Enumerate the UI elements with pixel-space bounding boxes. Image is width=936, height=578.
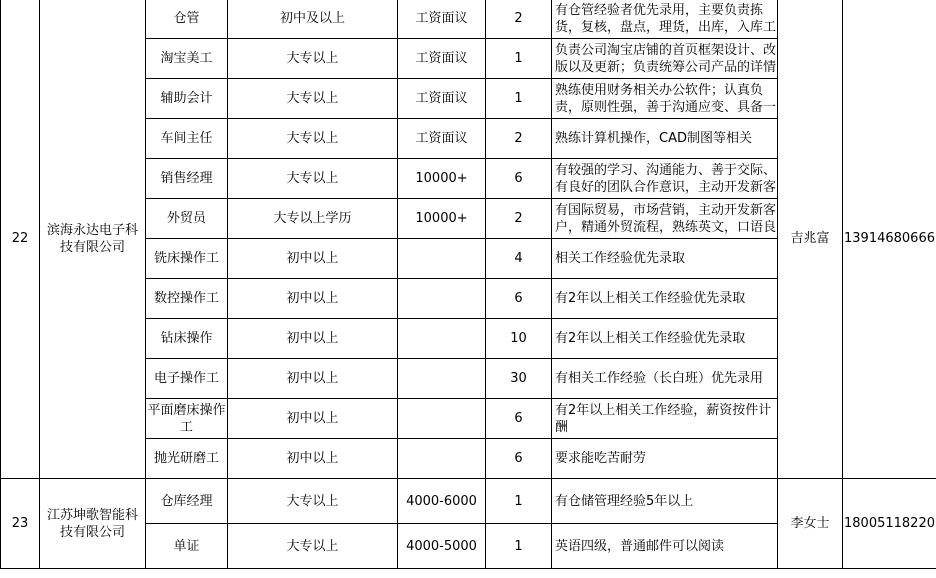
job-salary	[398, 279, 486, 319]
job-education: 大专以上学历	[228, 199, 398, 239]
job-requirements-text: 有仓管经验者优先录用，主要负责拣货，复核，盘点，理货，出库，入库工	[555, 2, 777, 35]
job-education: 初中以上	[228, 319, 398, 359]
job-education: 初中以上	[228, 279, 398, 319]
job-title: 淘宝美工	[146, 39, 228, 79]
job-requirements	[552, 39, 778, 79]
table-row	[1, 0, 936, 39]
job-count: 2	[486, 0, 552, 39]
job-requirements-text: 有2年以上相关工作经验优先录取	[555, 331, 746, 346]
job-count: 10	[486, 319, 552, 359]
job-title: 电子操作工	[146, 359, 228, 399]
job-title: 仓库经理	[146, 479, 228, 524]
job-requirements-text: 要求能吃苦耐劳	[555, 451, 647, 466]
job-salary: 工资面议	[398, 119, 486, 159]
job-salary: 10000+	[398, 199, 486, 239]
job-education: 大专以上	[228, 524, 398, 569]
job-requirements-text: 负责公司淘宝店铺的首页框架设计、改版以及更新；负责统筹公司产品的详情	[555, 42, 777, 75]
job-salary: 工资面议	[398, 39, 486, 79]
job-title: 平面磨床操作工	[146, 399, 228, 439]
job-salary: 工资面议	[398, 79, 486, 119]
job-title: 数控操作工	[146, 279, 228, 319]
job-requirements	[552, 119, 778, 159]
job-salary	[398, 359, 486, 399]
contact-person: 吉兆富	[778, 0, 843, 479]
job-requirements	[552, 319, 778, 359]
table-body	[1, 0, 936, 569]
job-count: 1	[486, 79, 552, 119]
job-education: 初中以上	[228, 399, 398, 439]
job-requirements	[552, 79, 778, 119]
job-count: 1	[486, 524, 552, 569]
job-count: 6	[486, 399, 552, 439]
job-education: 大专以上	[228, 159, 398, 199]
job-salary: 工资面议	[398, 0, 486, 39]
job-salary	[398, 319, 486, 359]
job-requirements-text: 相关工作经验优先录取	[555, 251, 686, 266]
contact-person: 李女士	[778, 479, 843, 569]
company-name: 滨海永达电子科技有限公司	[40, 0, 146, 479]
job-salary	[398, 399, 486, 439]
job-requirements	[552, 439, 778, 479]
company-index: 22	[1, 0, 40, 479]
company-index: 23	[1, 479, 40, 569]
company-name: 江苏坤歌智能科技有限公司	[40, 479, 146, 569]
job-salary: 4000-5000	[398, 524, 486, 569]
job-count: 2	[486, 199, 552, 239]
job-education: 初中以上	[228, 439, 398, 479]
job-title: 车间主任	[146, 119, 228, 159]
job-requirements-text: 有2年以上相关工作经验优先录取	[555, 291, 746, 306]
job-title: 辅助会计	[146, 79, 228, 119]
job-requirements-text: 有2年以上相关工作经验，薪资按件计酬	[555, 402, 772, 435]
job-requirements-text: 熟练使用财务相关办公软件；认真负责，原则性强，善于沟通应变、具备一	[555, 82, 777, 115]
job-requirements	[552, 524, 778, 569]
contact-phone: 18005118220	[843, 479, 936, 569]
job-title: 销售经理	[146, 159, 228, 199]
job-title: 单证	[146, 524, 228, 569]
job-education: 大专以上	[228, 479, 398, 524]
job-title: 铣床操作工	[146, 239, 228, 279]
job-requirements	[552, 0, 778, 39]
job-count: 6	[486, 159, 552, 199]
table-row	[1, 479, 936, 524]
job-requirements	[552, 399, 778, 439]
job-title: 仓管	[146, 0, 228, 39]
job-requirements-text: 有国际贸易，市场营销，主动开发新客户，精通外贸流程，熟练英文，口语良	[555, 202, 777, 235]
job-education: 初中以上	[228, 359, 398, 399]
job-salary: 10000+	[398, 159, 486, 199]
job-count: 2	[486, 119, 552, 159]
job-education: 大专以上	[228, 79, 398, 119]
job-title: 外贸员	[146, 199, 228, 239]
job-requirements	[552, 199, 778, 239]
job-requirements	[552, 159, 778, 199]
job-requirements	[552, 359, 778, 399]
job-count: 6	[486, 279, 552, 319]
job-education: 大专以上	[228, 119, 398, 159]
job-requirements	[552, 479, 778, 524]
job-count: 4	[486, 239, 552, 279]
job-salary	[398, 439, 486, 479]
job-title: 抛光研磨工	[146, 439, 228, 479]
job-requirements-text: 有仓储管理经验5年以上	[555, 493, 694, 509]
job-requirements	[552, 279, 778, 319]
job-education: 初中及以上	[228, 0, 398, 39]
contact-phone: 13914680666	[843, 0, 936, 479]
job-salary	[398, 239, 486, 279]
job-education: 大专以上	[228, 39, 398, 79]
job-requirements-text: 有相关工作经验（长白班）优先录用	[555, 371, 764, 386]
job-requirements	[552, 239, 778, 279]
job-count: 1	[486, 479, 552, 524]
job-count: 30	[486, 359, 552, 399]
job-requirements-text: 熟练计算机操作，CAD制图等相关	[555, 131, 752, 146]
job-salary: 4000-6000	[398, 479, 486, 524]
job-education: 初中以上	[228, 239, 398, 279]
job-requirements-text: 英语四级，普通邮件可以阅读	[555, 538, 725, 554]
job-title: 钻床操作	[146, 319, 228, 359]
job-requirements-text: 有较强的学习、沟通能力、善于交际、有良好的团队合作意识，主动开发新客	[555, 162, 777, 195]
job-count: 6	[486, 439, 552, 479]
job-count: 1	[486, 39, 552, 79]
